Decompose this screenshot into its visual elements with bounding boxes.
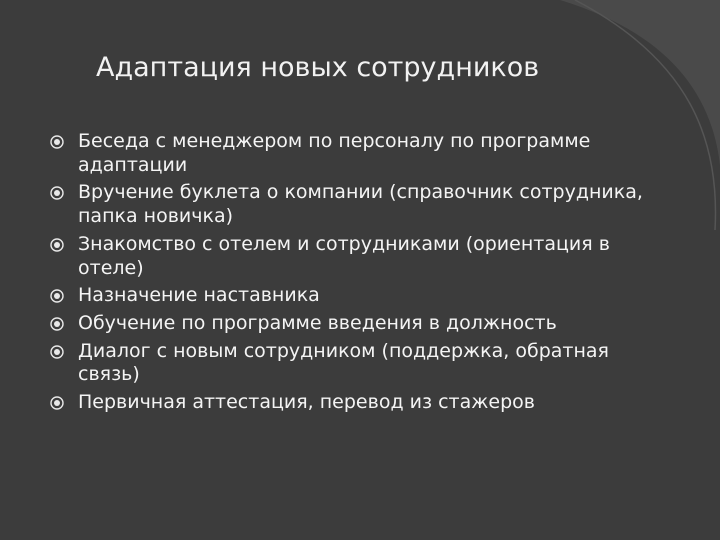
circled-dot-icon [50, 289, 64, 303]
bullet-text: Вручение буклета о компании (справочник сотрудника, папка новичка) [78, 181, 643, 228]
bullet-item [50, 312, 670, 336]
bullet-item [50, 284, 670, 308]
bullet-list [50, 130, 670, 419]
circled-dot-icon [50, 186, 64, 200]
bullet-item [50, 391, 670, 415]
bullet-text: Знакомство с отелем и сотрудниками (ориентация в отеле) [78, 232, 610, 279]
bullet-text: Беседа с менеджером по персоналу по программе адаптации [78, 130, 591, 176]
bullet-text: Диалог с новым сотрудником (поддержка, обратная связь) [78, 339, 609, 386]
bullet-item [50, 130, 670, 177]
bullet-text: Назначение наставника [78, 284, 320, 307]
bullet-text: Обучение по программе введения в должность [78, 311, 557, 334]
bullet-item [50, 181, 670, 228]
circled-dot-icon [50, 345, 64, 359]
bullet-item [50, 233, 670, 280]
circled-dot-icon [50, 396, 64, 410]
bullet-item [50, 340, 670, 387]
circled-dot-icon [50, 238, 64, 252]
circled-dot-icon [50, 317, 64, 331]
slide-title: Адаптация новых сотрудников [96, 52, 540, 83]
bullet-text: Первичная аттестация, перевод из стажеров [78, 391, 535, 414]
circled-dot-icon [50, 135, 64, 149]
